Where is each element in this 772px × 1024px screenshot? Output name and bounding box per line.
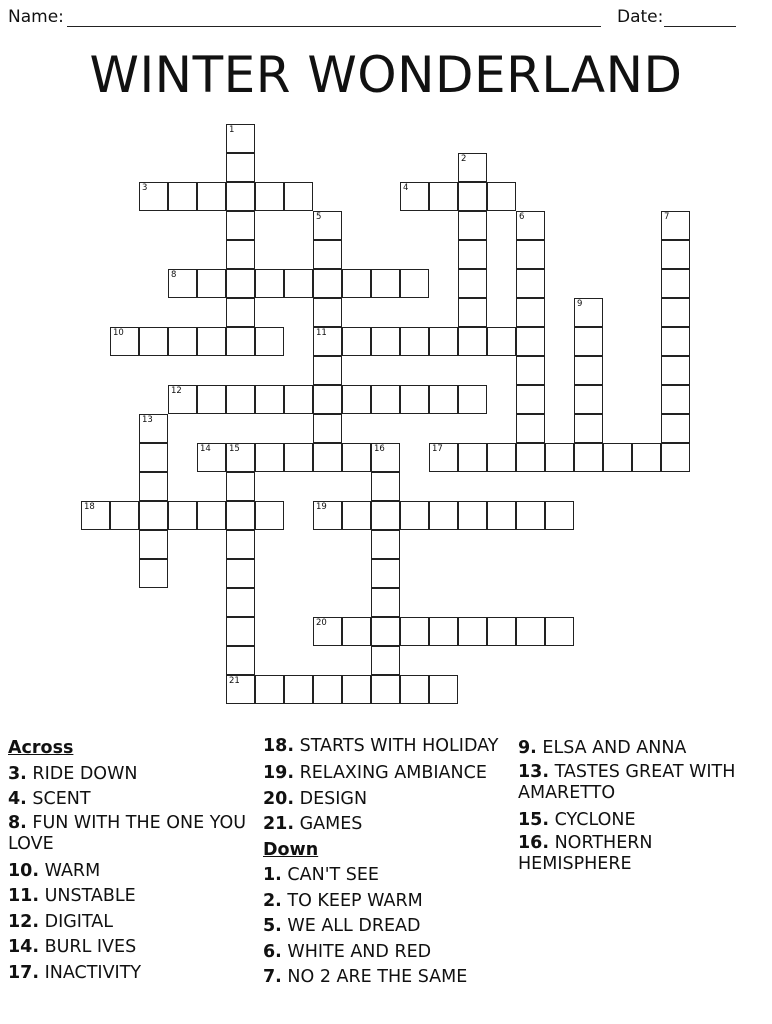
- grid-cell[interactable]: [342, 501, 371, 530]
- grid-cell[interactable]: [139, 472, 168, 501]
- grid-cell[interactable]: [255, 501, 284, 530]
- grid-cell[interactable]: [574, 298, 603, 327]
- grid-cell[interactable]: [313, 617, 342, 646]
- grid-cell[interactable]: [255, 443, 284, 472]
- grid-cell[interactable]: [400, 182, 429, 211]
- cell-number: 8: [171, 270, 177, 280]
- grid-cell[interactable]: [545, 501, 574, 530]
- grid-cell[interactable]: [458, 269, 487, 298]
- grid-cell[interactable]: [284, 385, 313, 414]
- grid-cell[interactable]: [603, 443, 632, 472]
- grid-cell[interactable]: [226, 501, 255, 530]
- grid-cell[interactable]: [226, 443, 255, 472]
- cell-number: 18: [84, 502, 95, 512]
- grid-cell[interactable]: [545, 443, 574, 472]
- grid-cell[interactable]: [371, 646, 400, 675]
- grid-cell[interactable]: [487, 501, 516, 530]
- grid-cell[interactable]: [110, 327, 139, 356]
- grid-cell[interactable]: [139, 559, 168, 588]
- grid-cell[interactable]: [429, 443, 458, 472]
- grid-cell[interactable]: [371, 559, 400, 588]
- clue-across-19: 19. RELAXING AMBIANCE: [263, 763, 487, 783]
- grid-cell[interactable]: [139, 530, 168, 559]
- grid-cell[interactable]: [342, 385, 371, 414]
- grid-cell[interactable]: [371, 588, 400, 617]
- grid-cell[interactable]: [226, 211, 255, 240]
- grid-cell[interactable]: [661, 356, 690, 385]
- clue-down-16: 16. NORTHERN HEMISPHERE: [518, 833, 653, 874]
- grid-cell[interactable]: [429, 385, 458, 414]
- clue-across-12: 12. DIGITAL: [8, 911, 114, 932]
- cell-number: 10: [113, 328, 124, 338]
- clue-across-17: 17. INACTIVITY: [8, 962, 142, 983]
- clue-across-8: 8. FUN WITH THE ONE YOU LOVE: [8, 812, 247, 854]
- grid-cell[interactable]: [197, 501, 226, 530]
- clue-across-10: 10. WARM: [8, 860, 101, 881]
- grid-cell[interactable]: [487, 327, 516, 356]
- grid-cell[interactable]: [313, 675, 342, 704]
- clue-across-21: 21. GAMES: [263, 814, 363, 834]
- grid-cell[interactable]: [371, 501, 400, 530]
- cell-number: 21: [229, 676, 240, 686]
- clue-down-6: 6. WHITE AND RED: [263, 941, 432, 962]
- grid-cell[interactable]: [661, 211, 690, 240]
- grid-cell[interactable]: [197, 182, 226, 211]
- clues-column-3: [518, 736, 763, 879]
- date-label: Date:: [617, 7, 664, 27]
- grid-cell[interactable]: [226, 269, 255, 298]
- grid-cell[interactable]: [313, 443, 342, 472]
- grid-cell[interactable]: [284, 443, 313, 472]
- grid-cell[interactable]: [313, 211, 342, 240]
- grid-cell[interactable]: [661, 298, 690, 327]
- name-label: Name:: [8, 7, 64, 27]
- grid-cell[interactable]: [313, 501, 342, 530]
- grid-cell[interactable]: [458, 153, 487, 182]
- grid-cell[interactable]: [487, 443, 516, 472]
- cell-number: 13: [142, 415, 153, 425]
- grid-cell[interactable]: [400, 327, 429, 356]
- cell-number: 9: [577, 299, 583, 309]
- cell-number: 5: [316, 212, 322, 222]
- grid-cell[interactable]: [458, 327, 487, 356]
- grid-cell[interactable]: [226, 530, 255, 559]
- grid-cell[interactable]: [168, 327, 197, 356]
- grid-cell[interactable]: [371, 269, 400, 298]
- grid-cell[interactable]: [458, 240, 487, 269]
- clue-down-13: 13. TASTES GREAT WITH AMARETTO: [518, 761, 736, 803]
- cell-number: 20: [316, 618, 327, 628]
- grid-cell[interactable]: [139, 182, 168, 211]
- grid-cell[interactable]: [661, 443, 690, 472]
- cell-number: 6: [519, 212, 525, 222]
- grid-cell[interactable]: [516, 211, 545, 240]
- grid-cell[interactable]: [226, 588, 255, 617]
- clues-column-2: [263, 736, 508, 991]
- clue-across-11: 11. UNSTABLE: [8, 886, 136, 906]
- cell-number: 15: [229, 444, 240, 454]
- grid-cell[interactable]: [574, 443, 603, 472]
- grid-cell[interactable]: [661, 414, 690, 443]
- clue-down-7: 7. NO 2 ARE THE SAME: [263, 967, 468, 987]
- date-field[interactable]: [664, 26, 736, 27]
- grid-cell[interactable]: [197, 327, 226, 356]
- grid-cell[interactable]: [487, 617, 516, 646]
- grid-cell[interactable]: [458, 182, 487, 211]
- grid-cell[interactable]: [458, 617, 487, 646]
- grid-cell[interactable]: [458, 501, 487, 530]
- grid-cell[interactable]: [516, 240, 545, 269]
- grid-cell[interactable]: [400, 501, 429, 530]
- clue-across-3: 3. RIDE DOWN: [8, 763, 138, 784]
- grid-cell[interactable]: [139, 414, 168, 443]
- grid-cell[interactable]: [139, 443, 168, 472]
- grid-cell[interactable]: [284, 675, 313, 704]
- grid-cell[interactable]: [168, 385, 197, 414]
- grid-cell[interactable]: [313, 385, 342, 414]
- grid-cell[interactable]: [371, 530, 400, 559]
- grid-cell[interactable]: [226, 153, 255, 182]
- cell-number: 11: [316, 328, 327, 338]
- grid-cell[interactable]: [545, 617, 574, 646]
- grid-cell[interactable]: [661, 385, 690, 414]
- grid-cell[interactable]: [110, 501, 139, 530]
- cell-number: 2: [461, 154, 467, 164]
- grid-cell[interactable]: [226, 472, 255, 501]
- grid-cell[interactable]: [574, 385, 603, 414]
- cell-number: 3: [142, 183, 148, 193]
- grid-cell[interactable]: [574, 414, 603, 443]
- clue-across-4: 4. SCENT: [8, 789, 91, 809]
- grid-cell[interactable]: [371, 617, 400, 646]
- grid-cell[interactable]: [139, 327, 168, 356]
- grid-cell[interactable]: [168, 182, 197, 211]
- cell-number: 7: [664, 212, 670, 222]
- grid-cell[interactable]: [574, 327, 603, 356]
- cell-number: 12: [171, 386, 182, 396]
- grid-cell[interactable]: [255, 675, 284, 704]
- grid-cell[interactable]: [313, 269, 342, 298]
- grid-cell[interactable]: [197, 443, 226, 472]
- grid-cell[interactable]: [255, 269, 284, 298]
- grid-cell[interactable]: [342, 269, 371, 298]
- grid-cell[interactable]: [516, 414, 545, 443]
- grid-cell[interactable]: [516, 443, 545, 472]
- grid-cell[interactable]: [255, 327, 284, 356]
- grid-cell[interactable]: [632, 443, 661, 472]
- grid-cell[interactable]: [226, 675, 255, 704]
- grid-cell[interactable]: [400, 617, 429, 646]
- grid-cell[interactable]: [226, 182, 255, 211]
- clue-down-9: 9. ELSA AND ANNA: [518, 738, 687, 758]
- clue-down-1: 1. CAN'T SEE: [263, 865, 379, 885]
- grid-cell[interactable]: [313, 356, 342, 385]
- grid-cell[interactable]: [313, 327, 342, 356]
- grid-cell[interactable]: [458, 211, 487, 240]
- grid-cell[interactable]: [661, 269, 690, 298]
- grid-cell[interactable]: [342, 617, 371, 646]
- grid-cell[interactable]: [429, 182, 458, 211]
- clue-across-18: 18. STARTS WITH HOLIDAY: [263, 736, 499, 756]
- cell-number: 4: [403, 183, 409, 193]
- grid-cell[interactable]: [168, 269, 197, 298]
- name-field[interactable]: [67, 26, 601, 27]
- grid-cell[interactable]: [197, 385, 226, 414]
- grid-cell[interactable]: [226, 559, 255, 588]
- grid-cell[interactable]: [226, 298, 255, 327]
- clue-down-15: 15. CYCLONE: [518, 809, 636, 830]
- grid-cell[interactable]: [371, 472, 400, 501]
- grid-cell[interactable]: [458, 298, 487, 327]
- grid-cell[interactable]: [284, 182, 313, 211]
- grid-cell[interactable]: [429, 617, 458, 646]
- clue-across-20: 20. DESIGN: [263, 788, 368, 809]
- grid-cell[interactable]: [371, 675, 400, 704]
- clue-down-5: 5. WE ALL DREAD: [263, 916, 421, 936]
- grid-cell[interactable]: [168, 501, 197, 530]
- grid-cell[interactable]: [226, 124, 255, 153]
- grid-cell[interactable]: [487, 182, 516, 211]
- clue-down-2: 2. TO KEEP WARM: [263, 890, 423, 911]
- grid-cell[interactable]: [226, 240, 255, 269]
- grid-cell[interactable]: [516, 501, 545, 530]
- grid-cell[interactable]: [313, 298, 342, 327]
- grid-cell[interactable]: [516, 356, 545, 385]
- grid-cell[interactable]: [226, 327, 255, 356]
- grid-cell[interactable]: [429, 327, 458, 356]
- cell-number: 17: [432, 444, 443, 454]
- grid-cell[interactable]: [371, 385, 400, 414]
- grid-cell[interactable]: [226, 617, 255, 646]
- grid-cell[interactable]: [400, 269, 429, 298]
- grid-cell[interactable]: [313, 240, 342, 269]
- name-date-header: [8, 4, 764, 28]
- page-title: WINTER WONDERLAND: [89, 46, 683, 104]
- grid-cell[interactable]: [313, 414, 342, 443]
- grid-cell[interactable]: [255, 182, 284, 211]
- down-heading: Down: [263, 839, 319, 860]
- grid-cell[interactable]: [81, 501, 110, 530]
- grid-cell[interactable]: [400, 675, 429, 704]
- grid-cell[interactable]: [197, 269, 226, 298]
- cell-number: 16: [374, 444, 385, 454]
- grid-cell[interactable]: [516, 617, 545, 646]
- grid-cell[interactable]: [226, 385, 255, 414]
- clues-column-1: [8, 736, 248, 986]
- grid-cell[interactable]: [371, 327, 400, 356]
- grid-cell[interactable]: [458, 443, 487, 472]
- grid-cell[interactable]: [400, 385, 429, 414]
- grid-cell[interactable]: [429, 501, 458, 530]
- grid-cell[interactable]: [516, 269, 545, 298]
- grid-cell[interactable]: [226, 646, 255, 675]
- grid-cell[interactable]: [661, 327, 690, 356]
- across-heading: Across: [8, 738, 74, 758]
- grid-cell[interactable]: [342, 443, 371, 472]
- grid-cell[interactable]: [516, 298, 545, 327]
- grid-cell[interactable]: [342, 675, 371, 704]
- grid-cell[interactable]: [342, 327, 371, 356]
- grid-cell[interactable]: [574, 356, 603, 385]
- cell-number: 1: [229, 125, 235, 135]
- grid-cell[interactable]: [371, 443, 400, 472]
- grid-cell[interactable]: [255, 385, 284, 414]
- clue-across-14: 14. BURL IVES: [8, 937, 137, 957]
- grid-cell[interactable]: [139, 501, 168, 530]
- grid-cell[interactable]: [661, 240, 690, 269]
- cell-number: 19: [316, 502, 327, 512]
- grid-cell[interactable]: [516, 327, 545, 356]
- grid-cell[interactable]: [284, 269, 313, 298]
- grid-cell[interactable]: [458, 385, 487, 414]
- grid-cell[interactable]: [429, 675, 458, 704]
- grid-cell[interactable]: [516, 385, 545, 414]
- cell-number: 14: [200, 444, 211, 454]
